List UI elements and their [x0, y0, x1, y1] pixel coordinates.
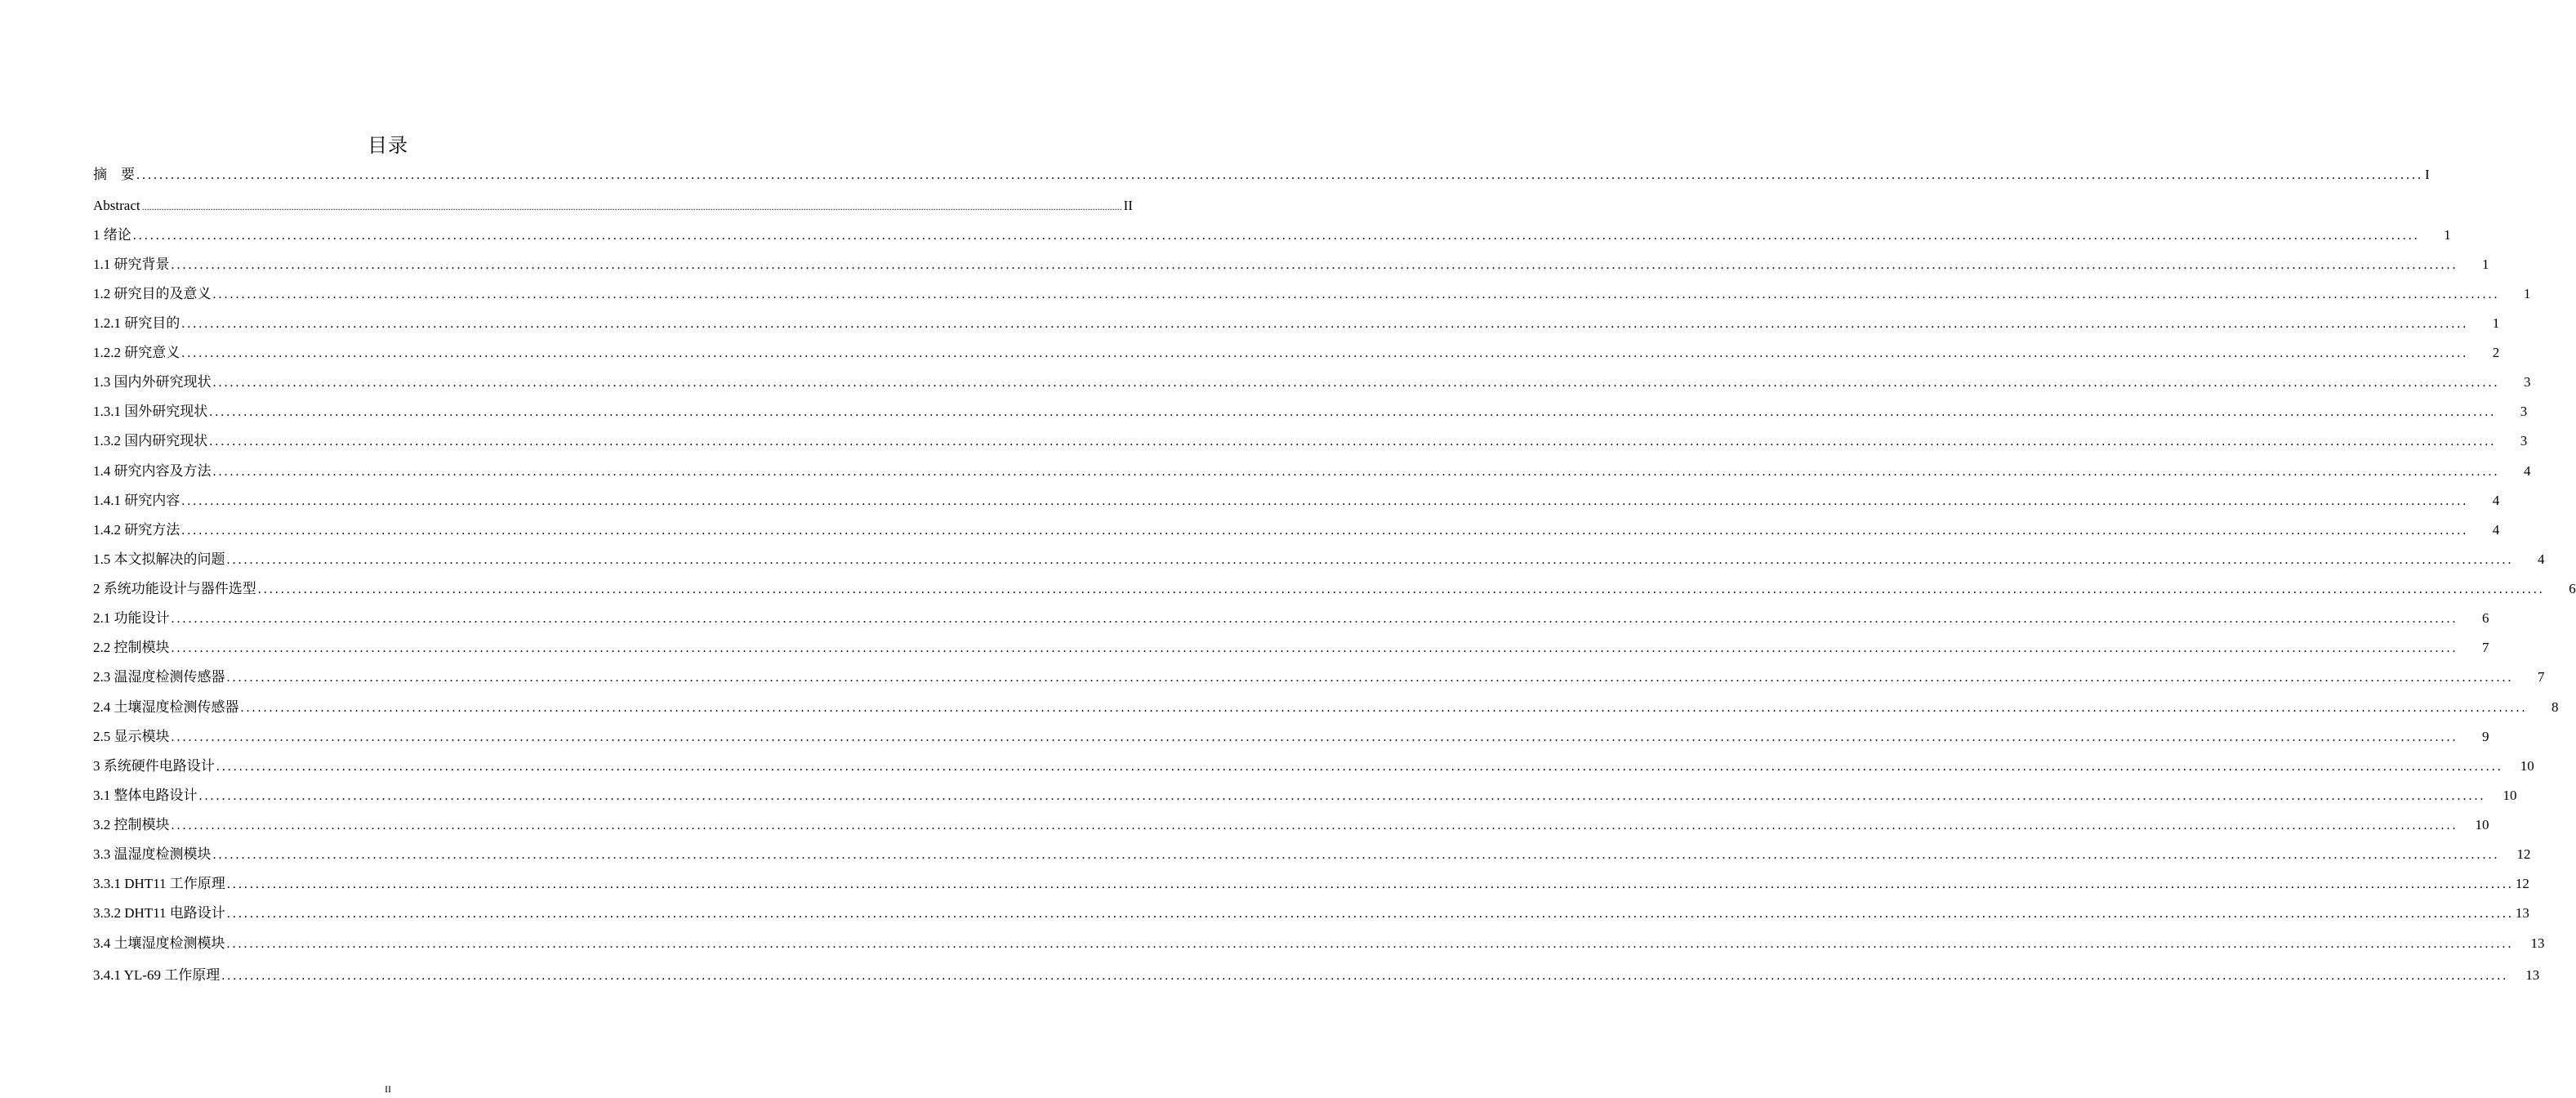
toc-leader-dots: ................................................................................................................................................................................................................................................................................................................................................................................................................ — [240, 701, 2528, 715]
toc-entry[interactable] — [93, 786, 2517, 806]
toc-leader-dots: ................................................................................................................................................................................................................................................................................................................................................................................................................ — [181, 317, 2469, 331]
toc-entry-page: 1 — [2524, 286, 2531, 301]
toc-entry[interactable] — [93, 314, 2500, 333]
toc-entry-page: 13 — [2525, 967, 2540, 983]
toc-leader-dots: ................................................................................................................................................................................................................................................................................................................................................................................................................ — [181, 346, 2469, 360]
toc-entry-page: 12 — [2515, 876, 2529, 891]
toc-entry[interactable] — [93, 934, 2545, 953]
toc-entry[interactable] — [93, 966, 2540, 985]
toc-entry-page: 10 — [2520, 758, 2534, 774]
toc-entry[interactable] — [93, 727, 2489, 747]
toc-entry-label: 2.5 显示模块 — [93, 729, 170, 744]
toc-entry-page: 13 — [2530, 935, 2545, 951]
toc-entry-label: 1.5 本文拟解决的问题 — [93, 551, 225, 567]
toc-entry[interactable] — [93, 579, 2576, 599]
toc-entry[interactable] — [93, 165, 2430, 185]
toc-entry-page: 1 — [2444, 227, 2451, 243]
toc-entry-label: 1.2.1 研究目的 — [93, 315, 180, 331]
toc-entry-label: 3.1 整体电路设计 — [93, 788, 198, 803]
toc-entry-label: 1.4 研究内容及方法 — [93, 463, 212, 479]
toc-entry-page: 7 — [2482, 640, 2489, 655]
toc-entry-page: 4 — [2524, 463, 2531, 479]
toc-entry-label: 3.4 土壤湿度检测模块 — [93, 935, 225, 951]
toc-entry-page: 10 — [2475, 817, 2489, 832]
toc-entry-label: 1.4.2 研究方法 — [93, 522, 180, 538]
toc-entry[interactable] — [93, 904, 2529, 923]
toc-leader-dots: ................................................................................................................................................................................................................................................................................................................................................................................................................ — [212, 848, 2500, 862]
toc-entry-label: Abstract — [93, 198, 140, 213]
toc-entry-page: 6 — [2482, 610, 2489, 626]
toc-entry-page: 13 — [2515, 905, 2529, 921]
toc-leader-dots: ................................................................................................................................................................................................................................................................................................................................................................................................................ — [221, 969, 2509, 983]
toc-entry-page: 4 — [2492, 493, 2500, 508]
toc-entry-page: 12 — [2516, 846, 2531, 862]
toc-entry[interactable] — [93, 343, 2500, 363]
toc-entry-label: 3.3.1 DHT11 工作原理 — [93, 876, 225, 891]
toc-leader-dots: ................................................................................................................................................................................................................................................................................................................................................................................................................ — [226, 907, 2514, 921]
toc-entry[interactable] — [93, 874, 2529, 894]
toc-leader-dots: ................................................................................................................................................................................................................................................................................................................................................................................................................ — [209, 435, 2497, 449]
toc-entry-label: 2.1 功能设计 — [93, 610, 170, 626]
toc-entry-label: 1.3.2 国内研究现状 — [93, 433, 208, 449]
toc-entry-label: 1.3 国内外研究现状 — [93, 374, 212, 390]
toc-leader-dots: ................................................................................................................................................................................................................................................................................................................................................................................................................ — [226, 937, 2514, 951]
toc-entry-page: 3 — [2520, 404, 2528, 419]
toc-entry-label: 1.2.2 研究意义 — [93, 345, 180, 360]
toc-entry[interactable] — [93, 373, 2531, 392]
toc-entry[interactable] — [93, 284, 2531, 304]
toc-leader-dots: ................................................................................................................................................................................................................................................................................................................................................................................................................ — [141, 201, 1122, 212]
toc-leader-dots: ................................................................................................................................................................................................................................................................................................................................................................................................................ — [136, 168, 2423, 182]
toc-entry[interactable] — [93, 431, 2528, 451]
toc-entry[interactable] — [93, 402, 2528, 422]
toc-leader-dots: ................................................................................................................................................................................................................................................................................................................................................................................................................ — [171, 258, 2458, 272]
toc-leader-dots: ................................................................................................................................................................................................................................................................................................................................................................................................................ — [171, 819, 2458, 832]
toc-entry[interactable] — [93, 757, 2534, 776]
toc-leader-dots: ................................................................................................................................................................................................................................................................................................................................................................................................................ — [198, 789, 2486, 803]
toc-entry-label: 3.3 温湿度检测模块 — [93, 846, 212, 862]
toc-entry[interactable] — [93, 196, 1133, 216]
toc-entry[interactable] — [93, 667, 2545, 687]
toc-entry-page: 1 — [2492, 315, 2500, 331]
toc-entry[interactable] — [93, 638, 2489, 658]
toc-entry-label: 1.3.1 国外研究现状 — [93, 404, 208, 419]
toc-entry-label: 3.3.2 DHT11 电路设计 — [93, 905, 225, 921]
toc-entry[interactable] — [93, 550, 2545, 569]
toc-leader-dots: ................................................................................................................................................................................................................................................................................................................................................................................................................ — [226, 877, 2514, 891]
toc-leader-dots: ................................................................................................................................................................................................................................................................................................................................................................................................................ — [181, 524, 2469, 538]
toc-entry-label: 摘 要 — [93, 167, 135, 182]
toc-entry[interactable] — [93, 491, 2500, 511]
toc-entry[interactable] — [93, 815, 2489, 835]
toc-leader-dots: ................................................................................................................................................................................................................................................................................................................................................................................................................ — [216, 760, 2503, 774]
toc-entry-label: 1.4.1 研究内容 — [93, 493, 180, 508]
toc-leader-dots: ................................................................................................................................................................................................................................................................................................................................................................................................................ — [226, 671, 2514, 685]
toc-entry[interactable] — [93, 255, 2489, 274]
toc-leader-dots: ................................................................................................................................................................................................................................................................................................................................................................................................................ — [132, 229, 2420, 243]
toc-entry-page: 8 — [2551, 699, 2559, 715]
toc-entry-label: 2.2 控制模块 — [93, 640, 170, 655]
toc-entry[interactable] — [93, 225, 2451, 245]
toc-entry[interactable] — [93, 462, 2531, 481]
toc-entry-page: 1 — [2482, 257, 2489, 272]
toc-leader-dots: ................................................................................................................................................................................................................................................................................................................................................................................................................ — [171, 641, 2458, 655]
page-number-footer: II — [385, 1083, 391, 1095]
toc-entry-page: I — [2425, 167, 2430, 182]
toc-entry-page: 4 — [2538, 551, 2545, 567]
toc-leader-dots: ................................................................................................................................................................................................................................................................................................................................................................................................................ — [209, 405, 2497, 419]
toc-entry-page: 2 — [2492, 345, 2500, 360]
toc-leader-dots: ................................................................................................................................................................................................................................................................................................................................................................................................................ — [226, 553, 2514, 567]
toc-leader-dots: ................................................................................................................................................................................................................................................................................................................................................................................................................ — [212, 376, 2500, 390]
toc-entry-label: 3.4.1 YL-69 工作原理 — [93, 967, 221, 983]
toc-entry-label: 2 系统功能设计与器件选型 — [93, 581, 256, 596]
toc-entry-page: 6 — [2569, 581, 2576, 596]
toc-entry-page: 3 — [2520, 433, 2528, 449]
toc-entry[interactable] — [93, 520, 2500, 540]
toc-leader-dots: ................................................................................................................................................................................................................................................................................................................................................................................................................ — [257, 582, 2545, 596]
toc-title: 目录 — [368, 134, 408, 157]
toc-entry-label: 1 绪论 — [93, 227, 131, 243]
toc-entry[interactable] — [93, 845, 2531, 864]
toc-entry-label: 2.3 温湿度检测传感器 — [93, 669, 225, 685]
toc-entry[interactable] — [93, 609, 2489, 628]
toc-leader-dots: ................................................................................................................................................................................................................................................................................................................................................................................................................ — [171, 730, 2458, 744]
toc-entry-page: 7 — [2538, 669, 2545, 685]
toc-entry-page: II — [1123, 198, 1133, 213]
toc-entry[interactable] — [93, 698, 2559, 717]
toc-leader-dots: ................................................................................................................................................................................................................................................................................................................................................................................................................ — [181, 494, 2469, 508]
toc-entry-label: 3.2 控制模块 — [93, 817, 170, 832]
toc-entry-label: 1.1 研究背景 — [93, 257, 170, 272]
toc-entry-page: 9 — [2482, 729, 2489, 744]
toc-entry-label: 2.4 土壤湿度检测传感器 — [93, 699, 239, 715]
toc-leader-dots: ................................................................................................................................................................................................................................................................................................................................................................................................................ — [212, 288, 2500, 301]
toc-leader-dots: ................................................................................................................................................................................................................................................................................................................................................................................................................ — [212, 465, 2500, 479]
toc-entry-label: 1.2 研究目的及意义 — [93, 286, 212, 301]
toc-entry-page: 10 — [2502, 788, 2517, 803]
toc-leader-dots: ................................................................................................................................................................................................................................................................................................................................................................................................................ — [171, 612, 2458, 626]
toc-entry-page: 4 — [2492, 522, 2500, 538]
toc-entry-label: 3 系统硬件电路设计 — [93, 758, 215, 774]
toc-entry-page: 3 — [2524, 374, 2531, 390]
